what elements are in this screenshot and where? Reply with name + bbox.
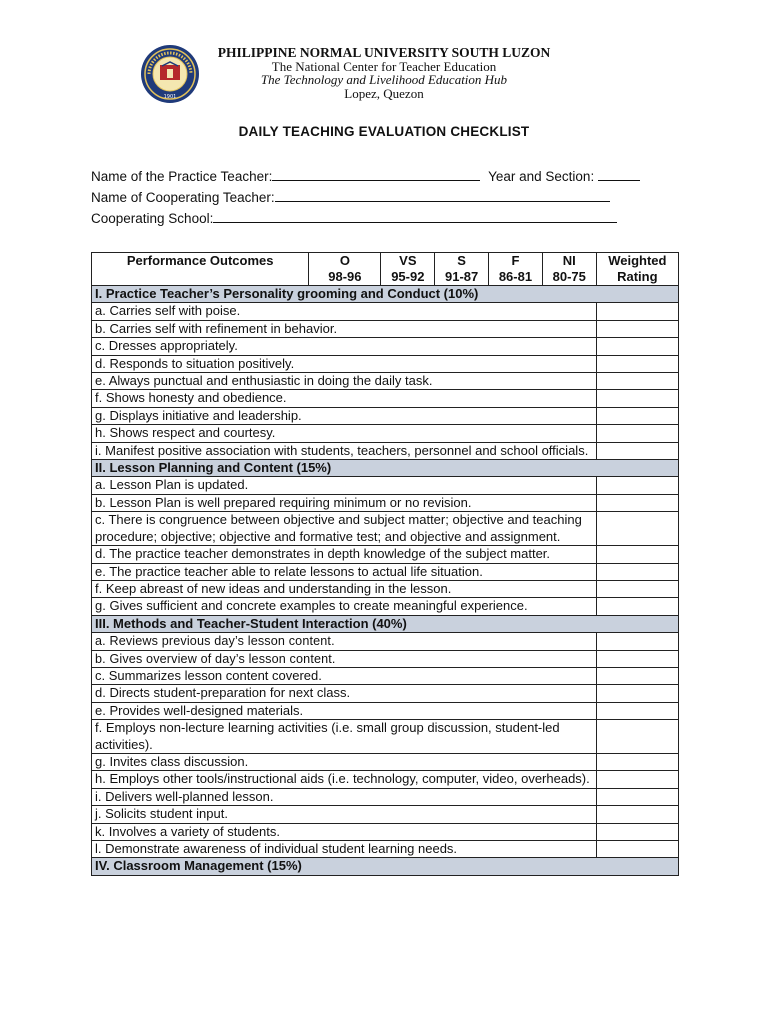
table-row — [92, 303, 679, 320]
outcome-item: a. Carries self with poise. — [92, 303, 597, 320]
practice-teacher-field — [91, 167, 640, 184]
table-row — [92, 806, 679, 823]
weighted-rating-cell[interactable] — [596, 771, 678, 788]
header-o: O 98-96 — [309, 253, 381, 286]
table-row — [92, 494, 679, 511]
outcome-item: e. Provides well-designed materials. — [92, 702, 597, 719]
table-row — [92, 425, 679, 442]
header-vs: VS 95-92 — [381, 253, 435, 286]
table-row — [92, 355, 679, 372]
table-row — [92, 650, 679, 667]
outcome-item: b. Gives overview of day’s lesson content. — [92, 650, 597, 667]
table-row — [92, 841, 679, 858]
section-header-row — [92, 286, 679, 303]
weighted-rating-cell[interactable] — [596, 753, 678, 770]
outcome-item: b. Lesson Plan is well prepared requiring minimum or no revision. — [92, 494, 597, 511]
outcome-item: d. The practice teacher demonstrates in depth knowledge of the subject matter. — [92, 546, 597, 563]
weighted-rating-cell[interactable] — [596, 563, 678, 580]
outcome-item: c. There is congruence between objective and subject matter; objective and teaching procedure; objective; objective and formative test; and objective and assignment. — [92, 512, 597, 546]
weighted-rating-cell[interactable] — [596, 546, 678, 563]
table-row — [92, 720, 679, 754]
practice-teacher-input[interactable] — [272, 167, 480, 181]
outcome-item: i. Manifest positive association with students, teachers, personnel and school officials. — [92, 442, 597, 459]
table-row — [92, 390, 679, 407]
weighted-rating-cell[interactable] — [596, 320, 678, 337]
outcome-item: l. Demonstrate awareness of individual student learning needs. — [92, 841, 597, 858]
outcome-item: g. Invites class discussion. — [92, 753, 597, 770]
outcome-item: f. Keep abreast of new ideas and understanding in the lesson. — [92, 580, 597, 597]
weighted-rating-cell[interactable] — [596, 512, 678, 546]
section-title: I. Practice Teacher’s Personality grooming and Conduct (10%) — [92, 286, 679, 303]
weighted-rating-cell[interactable] — [596, 338, 678, 355]
evaluation-table-body — [92, 286, 679, 876]
table-row — [92, 563, 679, 580]
weighted-rating-cell[interactable] — [596, 841, 678, 858]
weighted-rating-cell[interactable] — [596, 650, 678, 667]
outcome-item: a. Lesson Plan is updated. — [92, 477, 597, 494]
outcome-item: f. Shows honesty and obedience. — [92, 390, 597, 407]
outcome-item: e. The practice teacher able to relate lessons to actual life situation. — [92, 563, 597, 580]
cooperating-teacher-label: Name of Cooperating Teacher: — [91, 190, 275, 205]
outcome-item: f. Employs non-lecture learning activities (i.e. small group discussion, student-led activities). — [92, 720, 597, 754]
table-row — [92, 753, 679, 770]
weighted-rating-cell[interactable] — [596, 390, 678, 407]
outcome-item: g. Displays initiative and leadership. — [92, 407, 597, 424]
cooperating-teacher-field — [91, 188, 610, 205]
document-header — [0, 44, 768, 104]
outcome-item: j. Solicits student input. — [92, 806, 597, 823]
header-f: F 86-81 — [489, 253, 543, 286]
table-row — [92, 477, 679, 494]
section-header-row — [92, 460, 679, 477]
weighted-rating-cell[interactable] — [596, 373, 678, 390]
weighted-rating-cell[interactable] — [596, 667, 678, 684]
weighted-rating-cell[interactable] — [596, 823, 678, 840]
weighted-rating-cell[interactable] — [596, 355, 678, 372]
location: Lopez, Quezon — [344, 85, 424, 101]
table-row — [92, 442, 679, 459]
weighted-rating-cell[interactable] — [596, 702, 678, 719]
weighted-rating-cell[interactable] — [596, 442, 678, 459]
table-row — [92, 338, 679, 355]
table-row — [92, 823, 679, 840]
outcome-item: e. Always punctual and enthusiastic in doing the daily task. — [92, 373, 597, 390]
header-s: S 91-87 — [435, 253, 489, 286]
table-row — [92, 702, 679, 719]
header-text — [180, 46, 588, 100]
header-performance-outcomes: Performance Outcomes — [92, 253, 309, 286]
outcome-item: h. Employs other tools/instructional aids (i.e. technology, computer, video, overheads). — [92, 771, 597, 788]
evaluation-table — [91, 252, 679, 876]
table-row — [92, 771, 679, 788]
table-row — [92, 512, 679, 546]
table-row — [92, 685, 679, 702]
table-header-row — [92, 253, 679, 286]
table-row — [92, 598, 679, 615]
cooperating-school-input[interactable] — [213, 209, 617, 223]
university-name: PHILIPPINE NORMAL UNIVERSITY SOUTH LUZON — [217, 45, 551, 60]
weighted-rating-cell[interactable] — [596, 425, 678, 442]
table-row — [92, 320, 679, 337]
cooperating-school-field — [91, 209, 617, 226]
section-header-row — [92, 615, 679, 632]
weighted-rating-cell[interactable] — [596, 598, 678, 615]
outcome-item: a. Reviews previous day’s lesson content. — [92, 633, 597, 650]
outcome-item: d. Responds to situation positively. — [92, 355, 597, 372]
outcome-item: h. Shows respect and courtesy. — [92, 425, 597, 442]
outcome-item: g. Gives sufficient and concrete examples to create meaningful experience. — [92, 598, 597, 615]
weighted-rating-cell[interactable] — [596, 580, 678, 597]
weighted-rating-cell[interactable] — [596, 477, 678, 494]
weighted-rating-cell[interactable] — [596, 788, 678, 805]
weighted-rating-cell[interactable] — [596, 806, 678, 823]
section-header-row — [92, 858, 679, 875]
outcome-item: k. Involves a variety of students. — [92, 823, 597, 840]
table-row — [92, 580, 679, 597]
table-row — [92, 373, 679, 390]
table-row — [92, 633, 679, 650]
outcome-item: c. Dresses appropriately. — [92, 338, 597, 355]
header-weighted-rating: Weighted Rating — [596, 253, 678, 286]
section-title: IV. Classroom Management (15%) — [92, 858, 679, 875]
weighted-rating-cell[interactable] — [596, 494, 678, 511]
table-row — [92, 407, 679, 424]
page-title: DAILY TEACHING EVALUATION CHECKLIST — [238, 124, 530, 139]
year-section-input[interactable] — [598, 167, 640, 181]
weighted-rating-cell[interactable] — [596, 685, 678, 702]
section-title: II. Lesson Planning and Content (15%) — [92, 460, 679, 477]
outcome-item: i. Delivers well-planned lesson. — [92, 788, 597, 805]
section-title: III. Methods and Teacher-Student Interaction (40%) — [92, 615, 679, 632]
practice-teacher-label: Name of the Practice Teacher: — [91, 169, 273, 184]
hub-name: The Technology and Livelihood Education Hub — [260, 72, 508, 87]
outcome-item: b. Carries self with refinement in behavior. — [92, 320, 597, 337]
weighted-rating-cell[interactable] — [596, 720, 678, 754]
table-row — [92, 667, 679, 684]
weighted-rating-cell[interactable] — [596, 303, 678, 320]
weighted-rating-cell[interactable] — [596, 633, 678, 650]
outcome-item: d. Directs student-preparation for next class. — [92, 685, 597, 702]
header-ni: NI 80-75 — [542, 253, 596, 286]
cooperating-school-label: Cooperating School: — [91, 211, 214, 226]
table-row — [92, 788, 679, 805]
center-name: The National Center for Teacher Education — [271, 58, 497, 74]
cooperating-teacher-input[interactable] — [275, 188, 610, 202]
outcome-item: c. Summarizes lesson content covered. — [92, 667, 597, 684]
svg-text:1901: 1901 — [163, 94, 177, 100]
table-row — [92, 546, 679, 563]
year-section-label: Year and Section: — [488, 169, 595, 184]
weighted-rating-cell[interactable] — [596, 407, 678, 424]
